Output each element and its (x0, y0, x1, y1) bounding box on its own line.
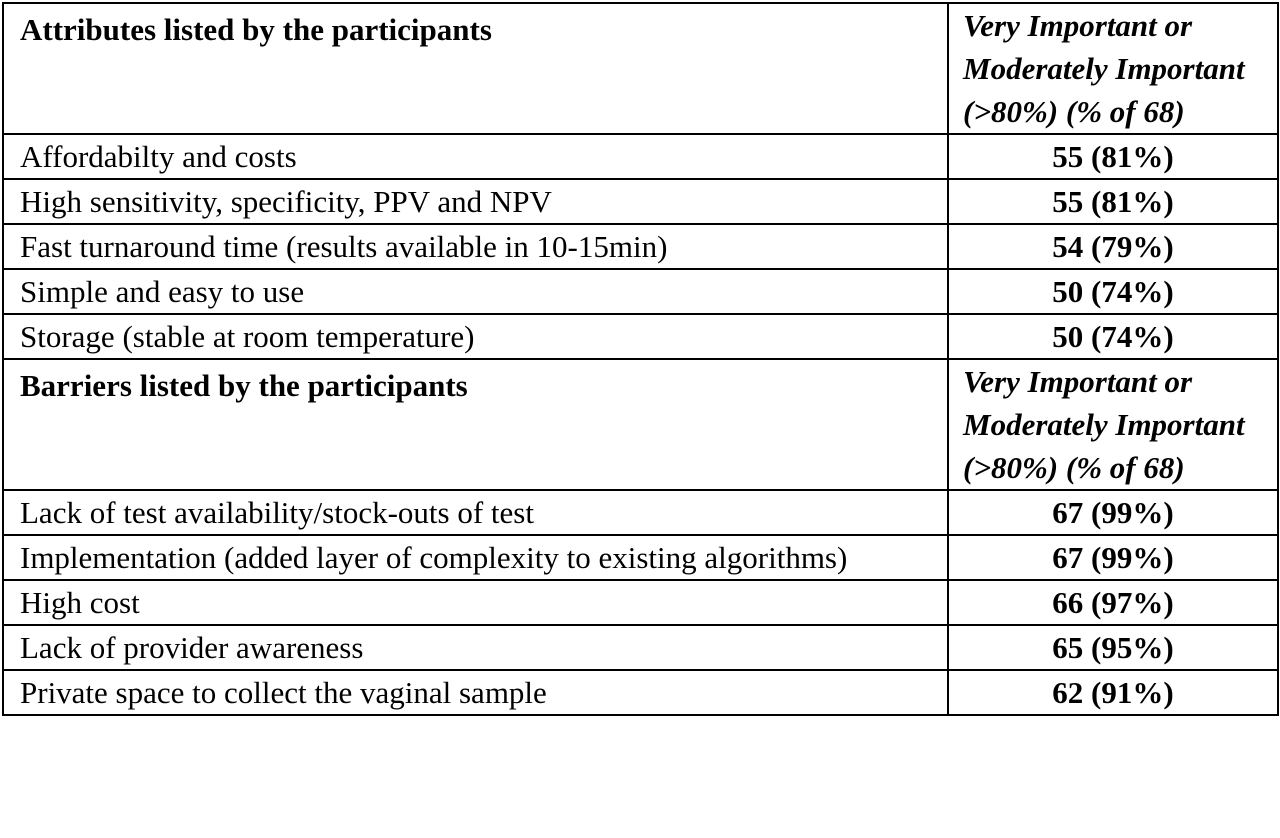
section-header-row (3, 3, 1278, 134)
attributes-barriers-table (2, 2, 1279, 716)
row-value: 65 (95%) (948, 625, 1278, 670)
row-value: 54 (79%) (948, 224, 1278, 269)
barriers-heading: Barriers listed by the participants (3, 359, 948, 490)
table-row (3, 535, 1278, 580)
section-header-row (3, 359, 1278, 490)
table-row (3, 224, 1278, 269)
row-value: 67 (99%) (948, 535, 1278, 580)
row-label: Storage (stable at room temperature) (3, 314, 948, 359)
row-value: 55 (81%) (948, 179, 1278, 224)
table-row (3, 490, 1278, 535)
row-value: 66 (97%) (948, 580, 1278, 625)
row-label: Simple and easy to use (3, 269, 948, 314)
row-label: High sensitivity, specificity, PPV and NPV (3, 179, 948, 224)
row-label: Fast turnaround time (results available in 10-15min) (3, 224, 948, 269)
row-label: Lack of provider awareness (3, 625, 948, 670)
row-value: 55 (81%) (948, 134, 1278, 179)
table-row (3, 580, 1278, 625)
row-label: High cost (3, 580, 948, 625)
table-row (3, 625, 1278, 670)
table-row (3, 134, 1278, 179)
row-value: 50 (74%) (948, 314, 1278, 359)
importance-column-heading: Very Important or Moderately Important (>80%) (% of 68) (948, 3, 1278, 134)
table-row (3, 314, 1278, 359)
row-value: 50 (74%) (948, 269, 1278, 314)
row-label: Private space to collect the vaginal sample (3, 670, 948, 715)
table-row (3, 269, 1278, 314)
row-label: Lack of test availability/stock-outs of test (3, 490, 948, 535)
row-value: 67 (99%) (948, 490, 1278, 535)
row-value: 62 (91%) (948, 670, 1278, 715)
row-label: Implementation (added layer of complexity to existing algorithms) (3, 535, 948, 580)
table-row (3, 670, 1278, 715)
row-label: Affordabilty and costs (3, 134, 948, 179)
importance-column-heading: Very Important or Moderately Important (>80%) (% of 68) (948, 359, 1278, 490)
table-row (3, 179, 1278, 224)
attributes-heading: Attributes listed by the participants (3, 3, 948, 134)
